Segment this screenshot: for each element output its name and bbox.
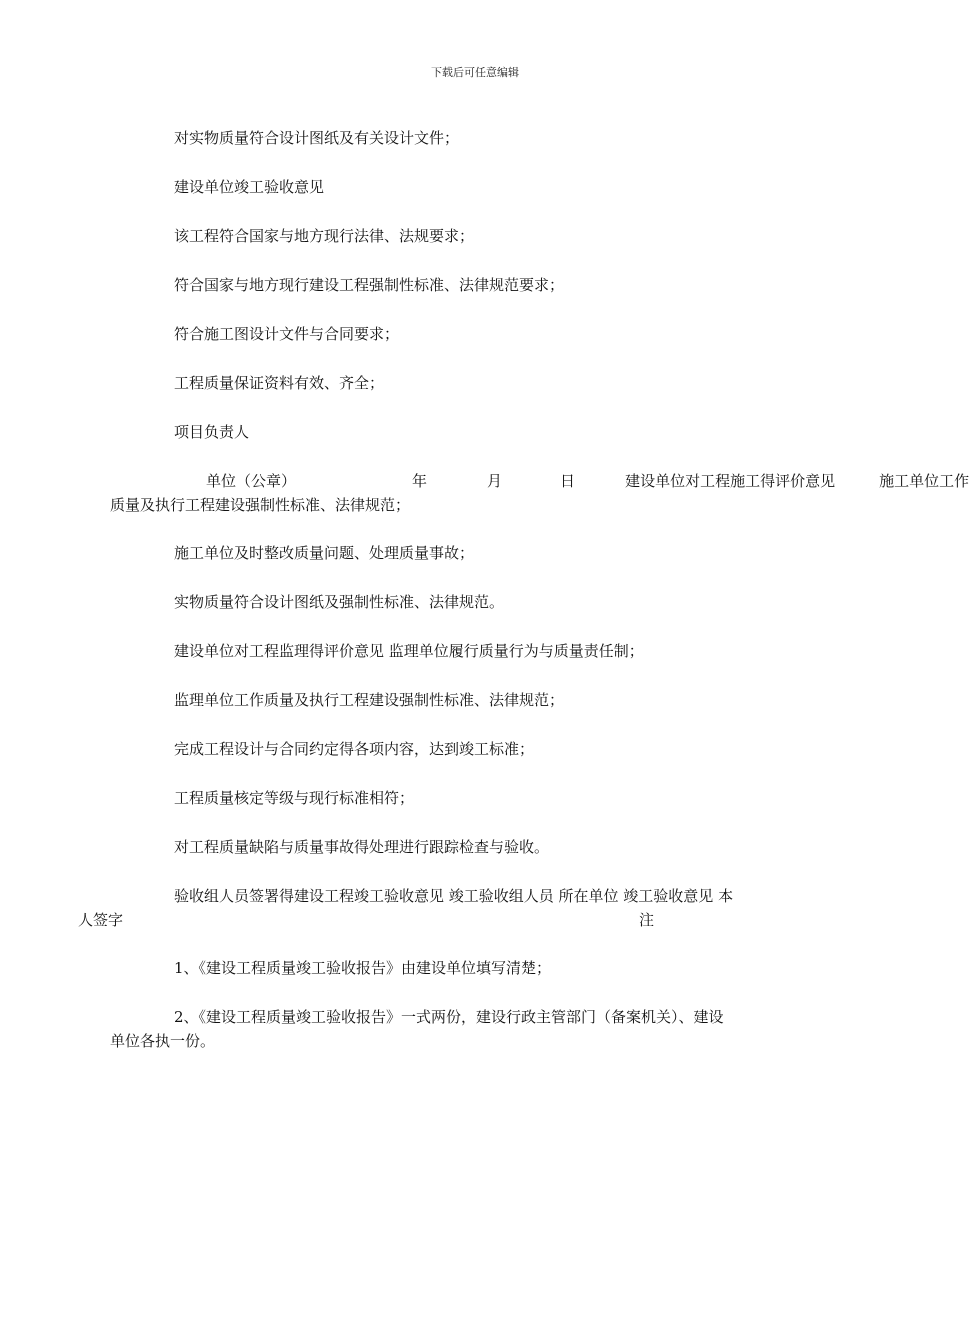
paragraph-2: 建设单位竣工验收意见 [174,178,325,196]
paragraph-4: 符合国家与地方现行建设工程强制性标准、法律规范要求； [174,276,565,294]
paragraph-11: 建设单位对工程监理得评价意见 监理单位履行质量行为与质量责任制； [174,642,644,660]
paragraph-16-line-2: 人签字 注 [142,908,810,932]
paragraph-15: 对工程质量缺陷与质量事故得处理进行跟踪检查与验收。 [174,838,550,856]
paragraph-9: 施工单位及时整改质量问题、处理质量事故； [174,544,475,562]
paragraph-8-line-1 [142,469,969,493]
paragraph-14: 工程质量核定等级与现行标准相符； [174,789,415,807]
page-header: 下载后可任意编辑 [431,66,519,79]
year-label: 年 [412,472,428,490]
paragraph-7: 项目负责人 [174,423,250,441]
paragraph-18-line-2: 单位各执一份。 [110,1032,216,1050]
paragraph-3: 该工程符合国家与地方现行法律、法规要求； [174,227,475,245]
paragraph-10: 实物质量符合设计图纸及强制性标准、法律规范。 [174,593,505,611]
paragraph-8-line-2: 质量及执行工程建设强制性标准、法律规范； [110,496,411,514]
signature-label: 人签字 [78,911,124,929]
paragraph-12: 监理单位工作质量及执行工程建设强制性标准、法律规范； [174,691,565,709]
paragraph-17: 1、《建设工程质量竣工验收报告》由建设单位填写清楚； [174,959,552,977]
paragraph-1: 对实物质量符合设计图纸及有关设计文件； [174,129,460,147]
evaluation-label: 建设单位对工程施工得评价意见 [625,472,836,490]
paragraph-16 [78,884,810,932]
paragraph-8 [110,469,969,517]
paragraph-5: 符合施工图设计文件与合同要求； [174,325,400,343]
paragraph-6: 工程质量保证资料有效、齐全； [174,374,385,392]
paragraph-16-line-1: 验收组人员签署得建设工程竣工验收意见 竣工验收组人员 所在单位 竣工验收意见 本 [174,887,734,905]
construction-unit-label: 施工单位工作 [879,472,969,490]
paragraph-18-line-1: 2、《建设工程质量竣工验收报告》一式两份，建设行政主管部门（备案机关）、建设 [174,1008,724,1026]
document-body [78,126,969,1077]
paragraph-18 [110,1005,810,1053]
month-label: 月 [487,472,503,490]
unit-seal-label: 单位（公章） [206,472,297,490]
paragraph-13: 完成工程设计与合同约定得各项内容，达到竣工标准； [174,740,535,758]
day-label: 日 [560,472,576,490]
